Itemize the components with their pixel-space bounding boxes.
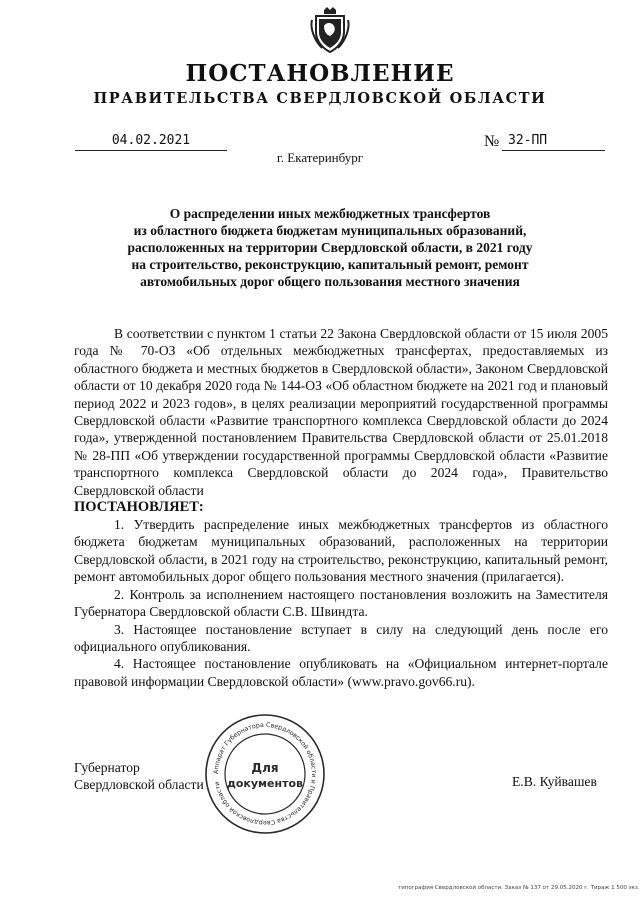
resolves-heading: ПОСТАНОВЛЯЕТ:: [74, 499, 204, 516]
document-heading: [95, 205, 565, 290]
document-city: г. Екатеринбург: [276, 150, 364, 165]
resolution-item: 2. Контроль за исполнением настоящего постановления возложить на Заместителя Губернатора Свердловской области С.В. Швиндта.: [74, 586, 608, 620]
heading-line: автомобильных дорог общего пользования местного значения: [140, 274, 520, 289]
preamble-paragraph: В соответствии с пунктом 1 статьи 22 Закона Свердловской области от 15 июля 2005 года № 70-ОЗ «Об отдельных межбюджетных трансфертах, предоставляемых из областного бюджета и местных бюджетов в Свердловской области», Законом Свердловской области от 10 декабря 2020 года № 144-ОЗ «Об областном бюджете на 2021 год и плановый период 2022 и 2023 годов», в целях реализации мероприятий государственной программы Свердловской области «Развитие транспортного комплекса Свердловской области до 2024 года», утвержденной постановлением Правительства Свердловской области от 25.01.2018 № 28-ПП «Об утверждении государственной программы Свердловской области «Развитие транспортного комплекса Свердловской области до 2024 года», Правительство Свердловской области: [74, 326, 608, 498]
document-title: ПОСТАНОВЛЕНИЕ: [185, 60, 455, 87]
document-body: [74, 325, 608, 690]
official-seal: [203, 712, 327, 836]
seal-center-line: документов: [226, 777, 304, 790]
print-footer: типография Свердловской области. Заказ № 137 от 29.05.2020 г. Тираж 1 500 экз.: [398, 885, 640, 891]
signatory-role-line: Свердловской области: [74, 777, 204, 793]
signatory-role: [74, 759, 204, 794]
heading-line: из областного бюджета бюджетам муниципальных образований,: [133, 223, 527, 238]
resolution-item: 1. Утвердить распределение иных межбюджетных трансфертов из областного бюджета бюджетам муниципальных образований, расположенных на территории Свердловской области, в 2021 году на строительство, реконструкцию, капитальный ремонт, ремонт автомобильных дорог общего пользования местного значения (прилагается).: [74, 517, 608, 585]
document-number: 32-ПП: [502, 131, 605, 151]
resolution-item: 3. Настоящее постановление вступает в силу на следующий день после его официального опубликования.: [74, 621, 608, 654]
signatory-name: Е.В. Куйвашев: [512, 774, 597, 789]
coat-of-arms-icon: [310, 6, 350, 54]
heading-line: на строительство, реконструкцию, капитальный ремонт, ремонт: [131, 257, 529, 272]
number-sign: №: [484, 133, 500, 150]
document-date: 04.02.2021: [75, 131, 227, 151]
heading-line: расположенных на территории Свердловской области, в 2021 году: [127, 240, 533, 255]
heading-line: О распределении иных межбюджетных трансфертов: [169, 206, 491, 221]
document-issuer: ПРАВИТЕЛЬСТВА СВЕРДЛОВСКОЙ ОБЛАСТИ: [93, 90, 547, 107]
signatory-role-line: Губернатор: [74, 760, 140, 775]
seal-ring-text: Аппарат Губернатора Свердловской области и Правительства Свердловской области: [212, 721, 318, 827]
seal-center-line: Для: [251, 761, 279, 775]
resolution-item: 4. Настоящее постановление опубликовать на «Официальном интернет-портале правовой информации Свердловской области» (www.pravo.gov66.ru).: [74, 656, 608, 689]
